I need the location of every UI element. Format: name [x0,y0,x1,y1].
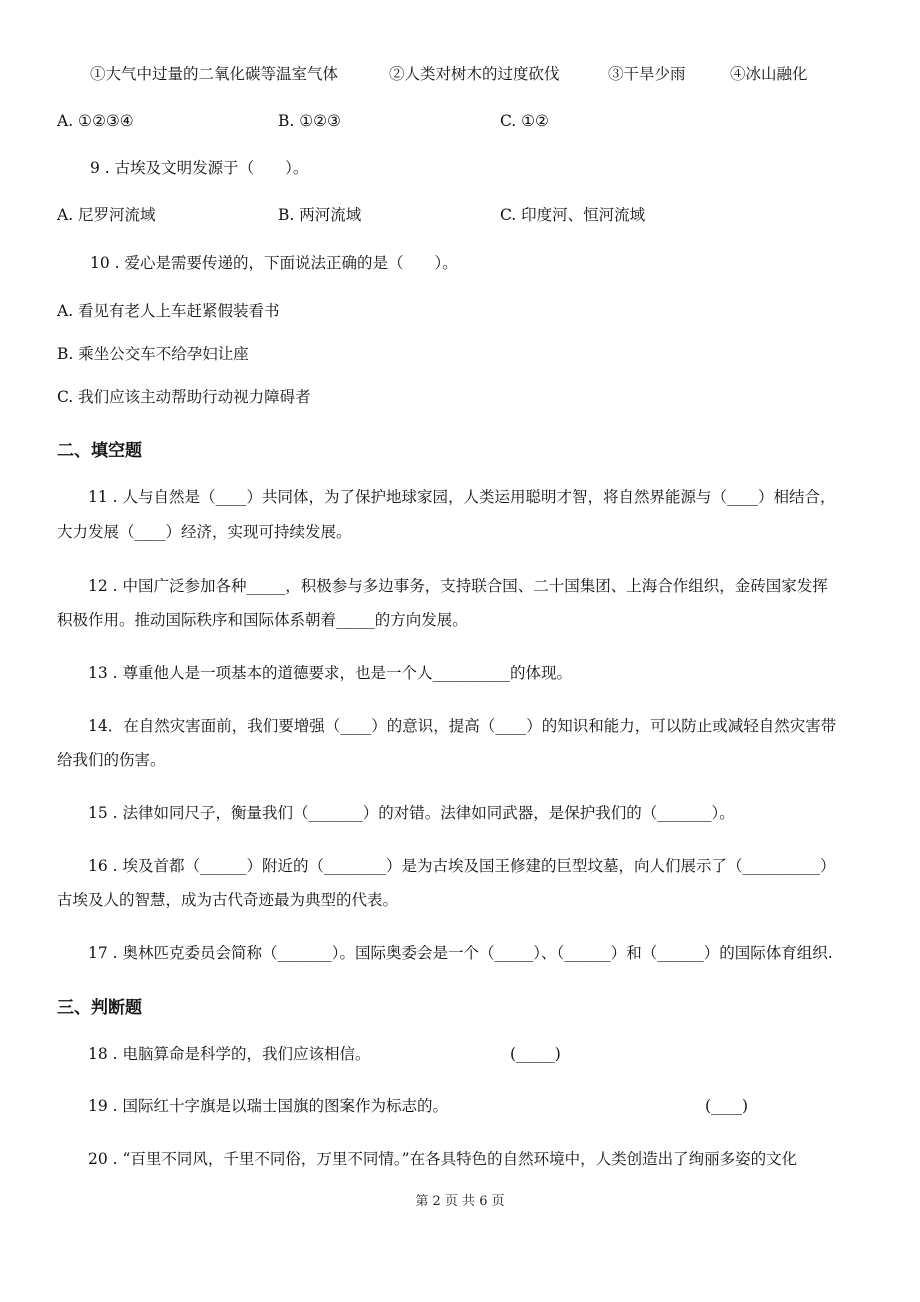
q18-answer-blank[interactable]: (_____) [510,1045,561,1063]
q17-line-1: 17 . 奥林匹克委员会简称（_______）。国际奥委会是一个（_____）、（______）和（______）的国际体育组织. [88,944,833,962]
q8-option-a[interactable]: A. ①②③④ [57,112,134,130]
q12-line-1: 12 . 中国广泛参加各种_____，积极参与多边事务，支持联合国、二十国集团、上海合作组织，金砖国家发挥 [88,577,828,595]
q13-line-1: 13 . 尊重他人是一项基本的道德要求，也是一个人__________的体现。 [88,664,573,682]
q11-line-2: 大力发展（____）经济，实现可持续发展。 [57,523,352,541]
q14-line-2: 给我们的伤害。 [57,751,166,769]
q15-line-1: 15 . 法律如同尺子，衡量我们（_______）的对错。法律如同武器，是保护我们的（_______）。 [88,804,735,822]
q8-option-b[interactable]: B. ①②③ [278,112,341,130]
page-number-footer: 第 2 页 共 6 页 [415,1194,505,1209]
q14-line-1: 14．在自然灾害面前，我们要增强（____）的意识，提高（____）的知识和能力，可以防止或减轻自然灾害带 [88,717,837,735]
q10-option-c[interactable]: C. 我们应该主动帮助行动视力障碍者 [57,388,311,406]
q16-line-2: 古埃及人的智慧，成为古代奇迹最为典型的代表。 [57,891,399,909]
q8-item-1: ①大气中过量的二氧化碳等温室气体 [90,65,339,83]
q18-stem: 18 . 电脑算命是科学的，我们应该相信。 [88,1045,371,1063]
q16-line-1: 16 . 埃及首都（______）附近的（________）是为古埃及国王修建的巨型坟墓，向人们展示了（__________） [88,857,836,875]
q8-item-4: ④冰山融化 [730,65,808,83]
q8-item-3: ③干旱少雨 [608,65,686,83]
q9-option-b[interactable]: B. 两河流域 [278,206,362,224]
q19-stem: 19 . 国际红十字旗是以瑞士国旗的图案作为标志的。 [88,1097,449,1115]
section-title-judgement: 三、判断题 [57,998,142,1018]
q8-option-c[interactable]: C. ①② [500,112,549,130]
q9-option-c[interactable]: C. 印度河、恒河流域 [500,206,646,224]
q10-option-a[interactable]: A. 看见有老人上车赶紧假装看书 [57,302,280,320]
q20-line-1: 20 . “百里不同风，千里不同俗，万里不同情。”在各具特色的自然环境中，人类创造出了绚丽多姿的文化 [88,1150,798,1168]
q9-option-a[interactable]: A. 尼罗河流域 [57,206,156,224]
section-title-fill-in: 二、填空题 [57,441,142,461]
q8-item-2: ②人类对树木的过度砍伐 [389,65,560,83]
q10-stem: 10 . 爱心是需要传递的，下面说法正确的是（ ）。 [90,254,458,272]
q12-line-2: 积极作用。推动国际秩序和国际体系朝着_____的方向发展。 [57,611,468,629]
q9-stem: 9 . 古埃及文明发源于（ ）。 [90,159,309,177]
q10-option-b[interactable]: B. 乘坐公交车不给孕妇让座 [57,345,249,363]
q19-answer-blank[interactable]: (____) [705,1097,749,1115]
q11-line-1: 11 . 人与自然是（____）共同体，为了保护地球家园，人类运用聪明才智，将自然界能源与（____）相结合， [88,488,836,506]
